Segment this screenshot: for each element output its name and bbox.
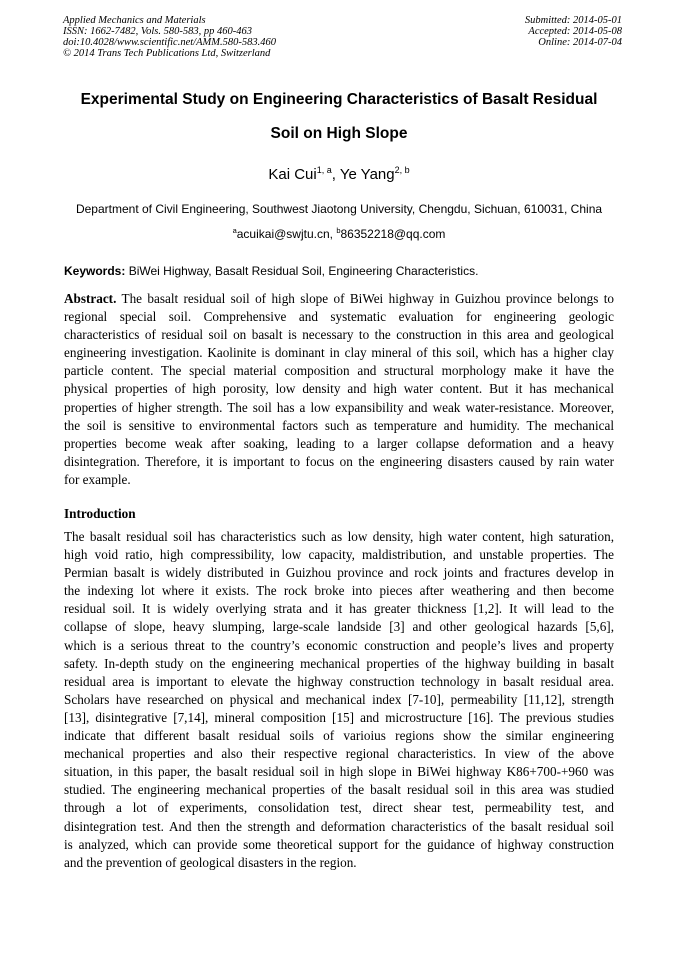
intro-line: The basalt residual soil has characteristics such as low density, high water content, high saturation, bbox=[64, 529, 614, 544]
abstract-line: the soil is sensitive to environmental factors such as temperature and humidity. The mechanical bbox=[64, 417, 614, 433]
email-a: acuikai@swjtu.cn, bbox=[236, 227, 337, 241]
abstract-line: engineering investigation. Kaolinite is dominant in clay mineral of this soil, which has a higher clay bbox=[64, 345, 614, 361]
intro-line: [13], disintegrative [7,14], mineral composition [15] and microstructure [16]. The previous studies bbox=[64, 709, 614, 725]
online-date: Online: 2014-07-04 bbox=[538, 37, 622, 48]
intro-line: disintegration test. And then the strength and deformation characteristics of the basalt residual soil bbox=[64, 818, 614, 834]
abstract-line: disintegration. Therefore, it is important to focus on the engineering disasters caused by rain water bbox=[64, 453, 614, 469]
copyright-line: © 2014 Trans Tech Publications Ltd, Switzerland bbox=[63, 48, 271, 59]
abstract-line: Abstract. The basalt residual soil of high slope of BiWei highway in Guizhou province belongs to bbox=[64, 291, 614, 306]
abstract-line: for example. bbox=[64, 471, 131, 487]
abstract-line: physical properties of high porosity, low density and high water content. But it has mechanical bbox=[64, 381, 614, 397]
intro-line: mechanical properties and also their respective regional characteristics. In view of the above bbox=[64, 746, 614, 762]
accepted-date: Accepted: 2014-05-08 bbox=[528, 26, 622, 37]
authors bbox=[0, 166, 678, 183]
introduction-body bbox=[64, 528, 614, 872]
email-a-marker: a bbox=[232, 226, 237, 235]
author-1-name: Kai Cui bbox=[268, 166, 317, 183]
intro-line: Permian basalt is widely distributed in Guizhou province and rock joints and fractures develop in bbox=[64, 565, 614, 581]
keywords-text: BiWei Highway, Basalt Residual Soil, Engineering Characteristics. bbox=[125, 264, 479, 278]
abstract-line: particle content. The special material composition and structural morphology make it have the bbox=[64, 363, 614, 379]
publication-dates bbox=[525, 15, 622, 48]
abstract-line: properties of higher strength. The soil has a low expansibility and weak water-resistance. Moreover, bbox=[64, 399, 614, 415]
author-separator: , bbox=[331, 166, 340, 183]
intro-line: which is a serious threat to the country’s economic construction and people’s lives and property bbox=[64, 637, 614, 653]
issn-line: ISSN: 1662-7482, Vols. 580-583, pp 460-463 bbox=[63, 26, 252, 37]
intro-line: high void ratio, high compressibility, low capacity, maldistribution, and unstable properties. The bbox=[64, 547, 614, 563]
submitted-date: Submitted: 2014-05-01 bbox=[524, 15, 622, 26]
author-2-affil: 2, b bbox=[394, 165, 410, 175]
intro-line: Scholars have researched on physical and mechanical index [7-10], permeability [11,12], strength bbox=[64, 691, 614, 707]
keywords-label: Keywords: bbox=[64, 264, 126, 278]
author-1-affil: 1, a bbox=[316, 165, 332, 175]
intro-line: residual area is important to elevate the highway construction technology in basalt residual area. bbox=[64, 673, 614, 689]
paper-title-line-1: Experimental Study on Engineering Characteristics of Basalt Residual bbox=[80, 91, 598, 108]
keywords bbox=[64, 264, 478, 278]
author-emails bbox=[0, 227, 678, 241]
intro-line: is analyzed, which can provide some theoretical support for the guidance of highway construction bbox=[64, 836, 614, 852]
abstract bbox=[64, 290, 614, 489]
intro-line: safety. In-depth study on the engineering mechanical properties of the highway building in basalt bbox=[64, 655, 614, 671]
intro-line: studied. The engineering mechanical properties of the basalt residual soil in this area was studied bbox=[64, 782, 614, 798]
intro-line: the indexing lot where it exists. The rock broke into pieces after weathering and then become bbox=[64, 583, 614, 599]
intro-line: indicate that different basalt residual soils of varioius regions show the similar engineering bbox=[64, 728, 614, 744]
affiliation: Department of Civil Engineering, Southwest Jiaotong University, Chengdu, Sichuan, 610031, China bbox=[75, 202, 603, 216]
intro-line: situation, in this paper, the basalt residual soil in high slope in BiWei highway K86+700-+960 was bbox=[64, 764, 614, 780]
doi-line: doi:10.4028/www.scientific.net/AMM.580-583.460 bbox=[63, 37, 276, 48]
intro-line: and the prevention of geological disasters in the region. bbox=[64, 854, 357, 870]
intro-line: collapse of slope, heavy slumping, large-scale landside [3] and other geological hazards [5,6], bbox=[64, 619, 614, 635]
email-b: 86352218@qq.com bbox=[340, 227, 446, 241]
paper-title-line-2: Soil on High Slope bbox=[270, 125, 408, 142]
journal-name: Applied Mechanics and Materials bbox=[63, 15, 206, 26]
abstract-line: characteristics of residual soil on basalt is necessary to the construction in this area and geological bbox=[64, 327, 614, 343]
abstract-line: regional special soil. Comprehensive and systematic evaluation for engineering geologic bbox=[64, 309, 614, 325]
abstract-line: properties become weak after soaking, leading to a larger collapse deformation and a heavy bbox=[64, 435, 614, 451]
section-heading-introduction: Introduction bbox=[64, 506, 136, 521]
intro-line: through a lot of experiments, consolidation test, direct shear test, permeability test, and bbox=[64, 800, 614, 816]
email-b-marker: b bbox=[336, 226, 341, 235]
author-2-name: Ye Yang bbox=[339, 166, 395, 183]
journal-info bbox=[63, 15, 276, 59]
abstract-label: Abstract. bbox=[64, 291, 117, 306]
intro-line: residual soil. It is widely overlying strata and it has greater thickness [1,2]. It will lead to the bbox=[64, 601, 614, 617]
